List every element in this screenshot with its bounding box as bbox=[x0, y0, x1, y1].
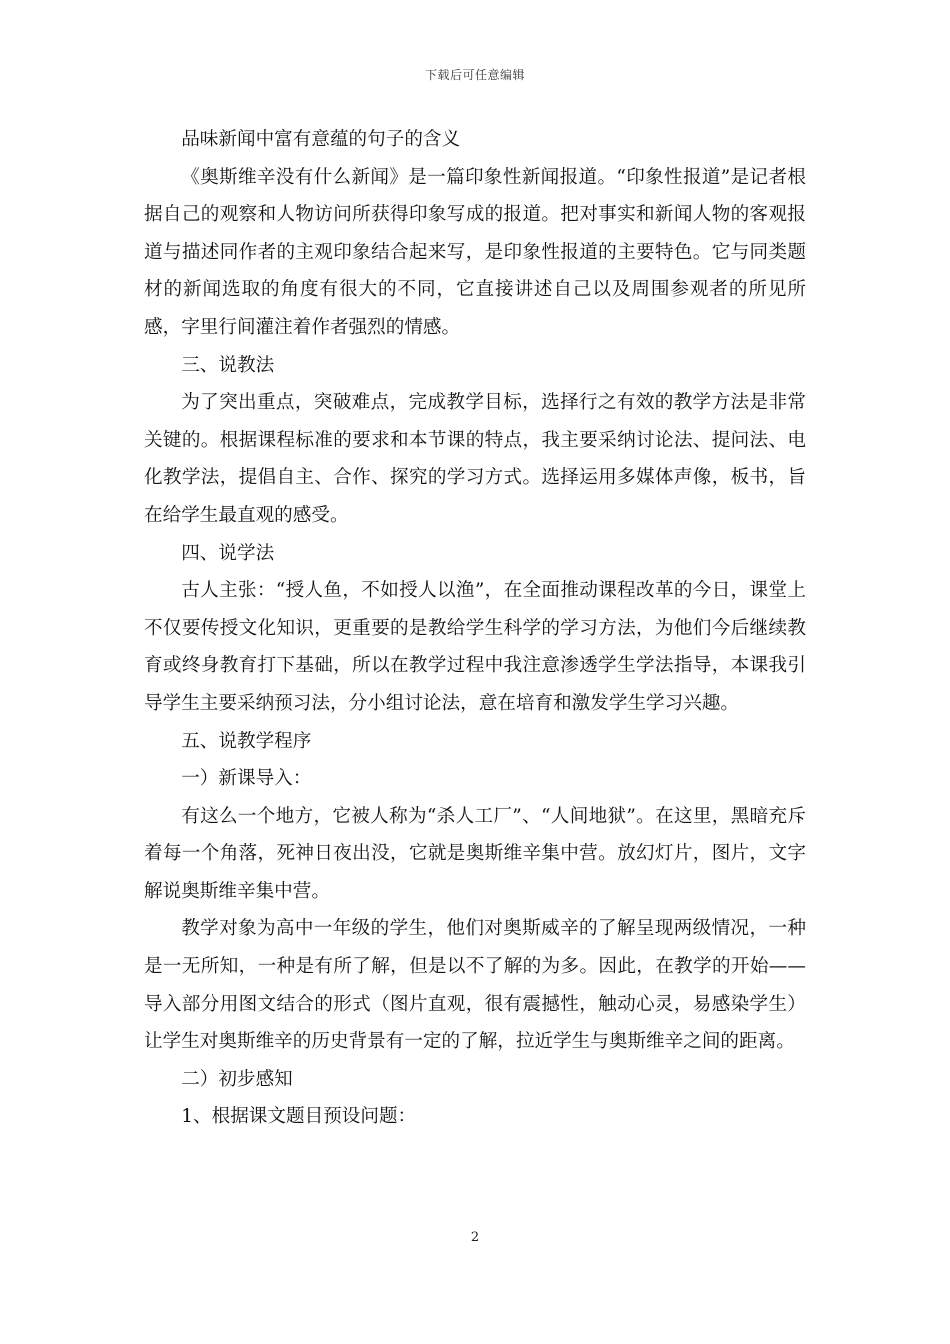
subheading-new-lesson-intro: 一）新课导入： bbox=[181, 768, 312, 790]
section-heading-learning-method: 四、说学法 bbox=[181, 542, 275, 564]
page-number: 2 bbox=[470, 1230, 480, 1245]
subheading-initial-perception: 二）初步感知 bbox=[181, 1068, 293, 1090]
paragraph-teaching-method: 为了突出重点，突破难点，完成教学目标，选择行之有效的教学方法是非常关键的。根据课程标准的要求和本节课的特点，我主要采纳讨论法、提问法、电化教学法，提倡自主、合作、探究的学习方式。选择运用多媒体声像，板书，旨在给学生最直观的感受。 bbox=[144, 392, 806, 526]
section-heading-teaching-method: 三、说教法 bbox=[181, 354, 275, 376]
section-heading-teaching-procedure: 五、说教学程序 bbox=[181, 730, 312, 752]
document-body bbox=[144, 121, 806, 1136]
paragraph-news-intro: 《奥斯维辛没有什么新闻》是一篇印象性新闻报道。“印象性报道”是记者根据自己的观察和人物访问所获得印象写成的报道。把对事实和新闻人物的客观报道与描述同作者的主观印象结合起来写，是印象性报道的主要特色。它与同类题材的新闻选取的角度有很大的不同，它直接讲述自己以及周围参观者的所见所感，字里行间灌注着作者强烈的情感。 bbox=[144, 166, 806, 338]
paragraph-teaching-target: 教学对象为高中一年级的学生，他们对奥斯威辛的了解呈现两级情况，一种是一无所知，一种是有所了解，但是以不了解的为多。因此，在教学的开始——导入部分用图文结合的形式（图片直观，很有震撼性，触动心灵，易感染学生）让学生对奥斯维辛的历史背景有一定的了解，拉近学生与奥斯维辛之间的距离。 bbox=[144, 918, 806, 1053]
list-item-preset-questions: 1、根据课文题目预设问题： bbox=[181, 1106, 417, 1128]
paragraph-auschwitz-intro: 有这么一个地方，它被人称为“杀人工厂”、“人间地狱”。在这里，黑暗充斥着每一个角落，死神日夜出没，它就是奥斯维辛集中营。放幻灯片，图片，文字解说奥斯维辛集中营。 bbox=[144, 805, 806, 902]
page-header: 下载后可任意编辑 bbox=[424, 68, 525, 82]
paragraph-learning-method: 古人主张：“授人鱼，不如授人以渔”，在全面推动课程改革的今日，课堂上不仅要传授文化知识，更重要的是教给学生科学的学习方法，为他们今后继续教育或终身教育打下基础，所以在教学过程中我注意渗透学生学法指导，本课我引导学生主要采纳预习法，分小组讨论法，意在培育和激发学生学习兴趣。 bbox=[144, 580, 806, 714]
paragraph-subtitle: 品味新闻中富有意蕴的句子的含义 bbox=[181, 129, 461, 150]
